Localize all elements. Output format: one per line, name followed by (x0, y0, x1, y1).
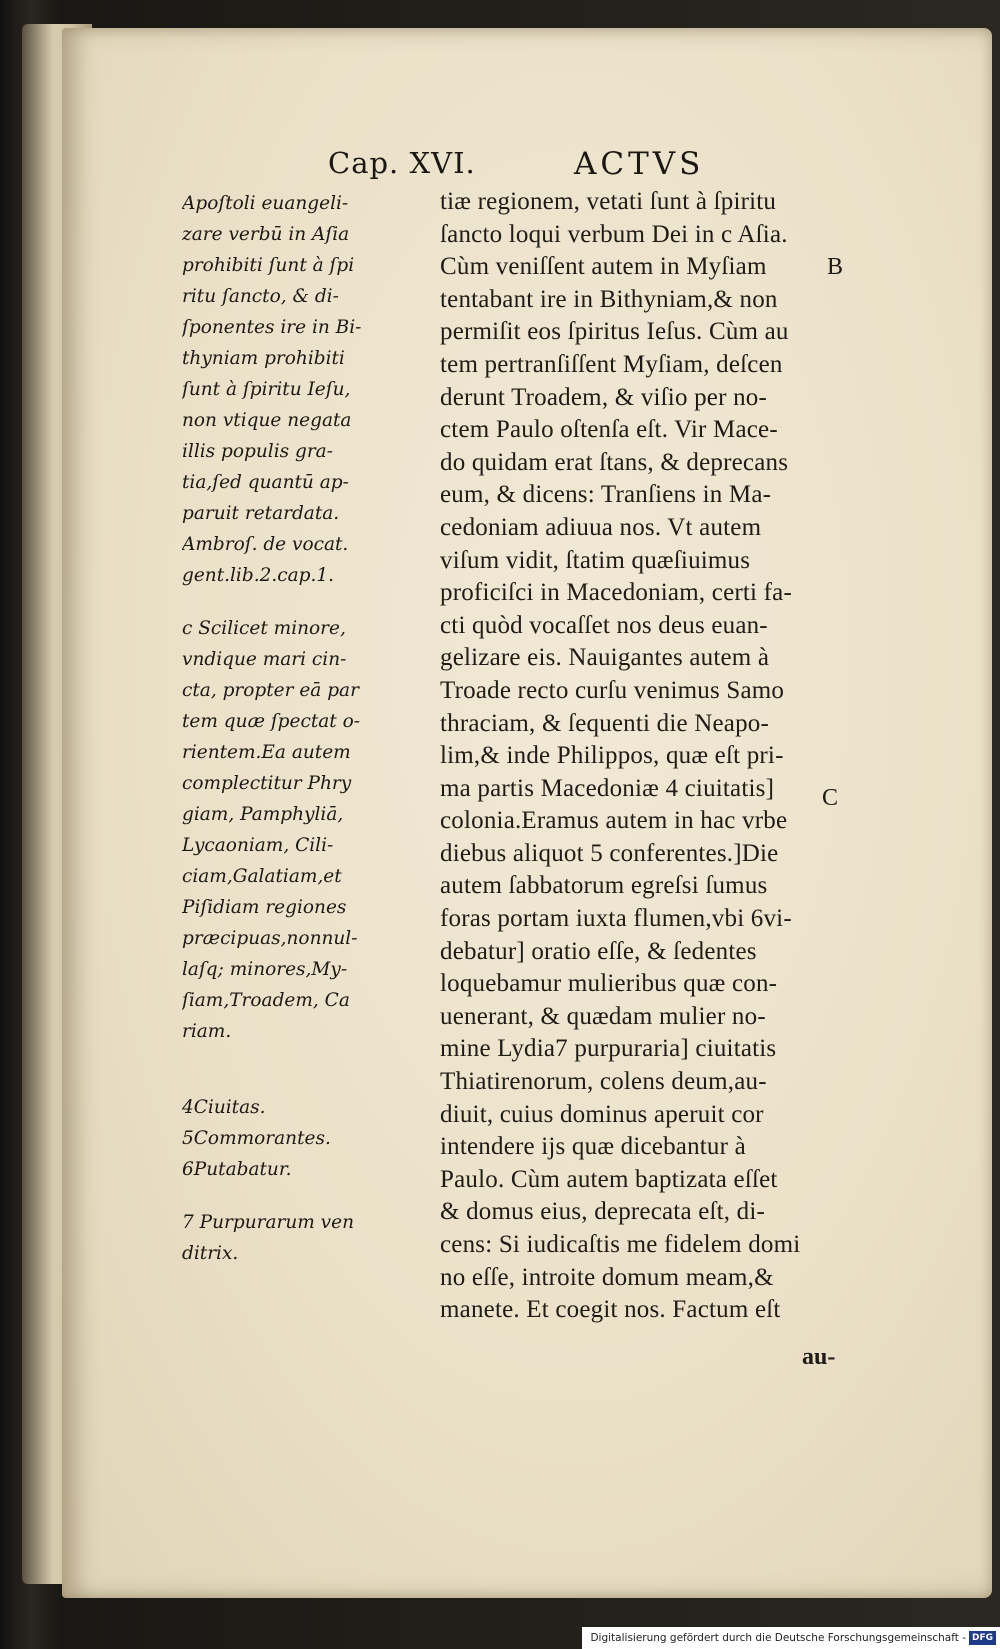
credit-text: Digitalisierung gefördert durch die Deutsche Forschungsgemeinschaft - (590, 1632, 966, 1644)
gloss-line: ſunt à ſpiritu Ieſu, (182, 379, 351, 400)
gloss-line: 4Ciuitas. (182, 1097, 266, 1118)
gloss-line: complectitur Phry (182, 773, 352, 794)
main-text-column (440, 186, 890, 1327)
gloss-line: 6Putabatur. (182, 1159, 292, 1180)
text-line: colonia.Eramus autem in hac vrbe (440, 807, 788, 835)
margin-marker-c: C (822, 785, 839, 811)
gloss-line: tia,ſed quantū ap- (182, 472, 349, 493)
text-line: derunt Troadem, & viſio per no- (440, 383, 768, 411)
gloss-line: giam, Pamphyliā, (182, 804, 344, 825)
gloss-line: ciam,Galatiam,et (182, 866, 342, 887)
gloss-line: Apoſtoli euangeli- (182, 193, 349, 214)
text-line: ſancto loqui verbum Dei in c Aſia. (440, 220, 788, 248)
gloss-line: vndique mari cin- (182, 649, 347, 670)
gloss-line: 7 Purpurarum ven (182, 1212, 354, 1233)
text-line: eum, & dicens: Tranſiens in Ma- (440, 481, 772, 509)
text-line: Troade recto curſu venimus Samo (440, 676, 785, 704)
text-line: tem pertranſiſſent Myſiam, deſcen (440, 350, 783, 378)
text-line: ma partis Macedoniæ 4 ciuitatis] (440, 774, 775, 802)
gloss-line: Piſidiam regiones (182, 897, 347, 918)
text-line: cens: Si iudicaſtis me fidelem domi (440, 1231, 801, 1258)
text-line: cti quòd vocaſſet nos deus euan- (440, 611, 768, 639)
gloss-line: ſponentes ire in Bi- (182, 317, 362, 338)
text-line: loquebamur mulieribus quæ con- (440, 970, 778, 998)
margin-marker-b: B (827, 254, 844, 280)
marginal-gloss (182, 188, 444, 1269)
text-line: diuit, cuius dominus aperuit cor (440, 1100, 764, 1128)
text-line: uenerant, & quædam mulier no- (440, 1002, 766, 1030)
text-line: Cùm veniſſent autem in Myſiam (440, 253, 767, 281)
gloss-line: ſiam,Troadem, Ca (182, 990, 350, 1011)
text-line: permiſit eos ſpiritus Ieſus. Cùm au (440, 318, 789, 346)
dfg-logo: DFG (969, 1631, 996, 1645)
gloss-line: ditrix. (182, 1243, 239, 1264)
gloss-line: Lycaoniam, Cili- (182, 835, 334, 856)
gloss-line: gent.lib.2.cap.1. (182, 565, 334, 586)
text-line: lim,& inde Philippos, quæ eſt pri- (440, 742, 784, 770)
gloss-line: præcipuas,nonnul- (182, 928, 358, 949)
gloss-line: ritu ſancto, & di- (182, 286, 339, 307)
gloss-line: tem quæ ſpectat o- (182, 711, 360, 732)
text-line: manete. Et coegit nos. Factum eſt (440, 1296, 781, 1324)
gloss-line: non vtique negata (182, 410, 352, 431)
text-line: gelizare eis. Nauigantes autem à (440, 644, 770, 672)
gloss-line: cta, propter eā par (182, 680, 359, 701)
gloss-line: zare verbū in Aſia (182, 224, 350, 245)
catchword: au- (802, 1344, 836, 1370)
gloss-line: paruit retardata. (182, 503, 340, 524)
gloss-line: rientem.Ea autem (182, 742, 351, 763)
text-line: debatur] oratio eſſe, & ſedentes (440, 937, 757, 965)
text-line: autem ſabbatorum egreſsi ſumus (440, 872, 768, 900)
text-line: mine Lydia7 purpuraria] ciuitatis (440, 1035, 777, 1063)
book-page (62, 28, 992, 1598)
running-header (62, 146, 992, 190)
gloss-line: Ambroſ. de vocat. (182, 534, 349, 555)
text-line: Thiatirenorum, colens deum,au- (440, 1068, 767, 1096)
gloss-line: illis populis gra- (182, 441, 333, 462)
chapter-heading: Cap. XVI. (328, 146, 476, 180)
text-line: no eſſe, introite domum meam,& (440, 1263, 774, 1291)
gloss-line: laſq; minores,My- (182, 959, 348, 980)
gloss-line: c Scilicet minore, (182, 618, 346, 639)
text-line: thraciam, & ſequenti die Neapo- (440, 709, 769, 737)
text-line: tentabant ire in Bithyniam,& non (440, 285, 778, 313)
book-title-heading: ACTVS (574, 146, 705, 182)
text-line: tiæ regionem, vetati ſunt à ſpiritu (440, 188, 777, 215)
text-line: Paulo. Cùm autem baptizata eſſet (440, 1165, 778, 1193)
gloss-line: thyniam prohibiti (182, 348, 345, 369)
text-line: ctem Paulo oſtenſa eſt. Vir Mace- (440, 416, 778, 444)
digitization-credit (582, 1627, 1000, 1649)
gloss-line: 5Commorantes. (182, 1128, 331, 1149)
text-line: do quidam erat ſtans, & deprecans (440, 448, 789, 476)
text-line: intendere ijs quæ dicebantur à (440, 1133, 746, 1161)
gloss-line: prohibiti ſunt à ſpi (182, 255, 355, 276)
text-line: viſum vidit, ſtatim quæſiuimus (440, 546, 751, 574)
text-line: proficiſci in Macedoniam, certi fa- (440, 579, 792, 607)
text-line: & domus eius, deprecata eſt, di- (440, 1198, 766, 1226)
text-line: foras portam iuxta flumen,vbi 6vi- (440, 905, 792, 933)
text-line: diebus aliquot 5 conferentes.]Die (440, 839, 779, 867)
text-line: cedoniam adiuua nos. Vt autem (440, 513, 762, 541)
gloss-line: riam. (182, 1021, 232, 1042)
